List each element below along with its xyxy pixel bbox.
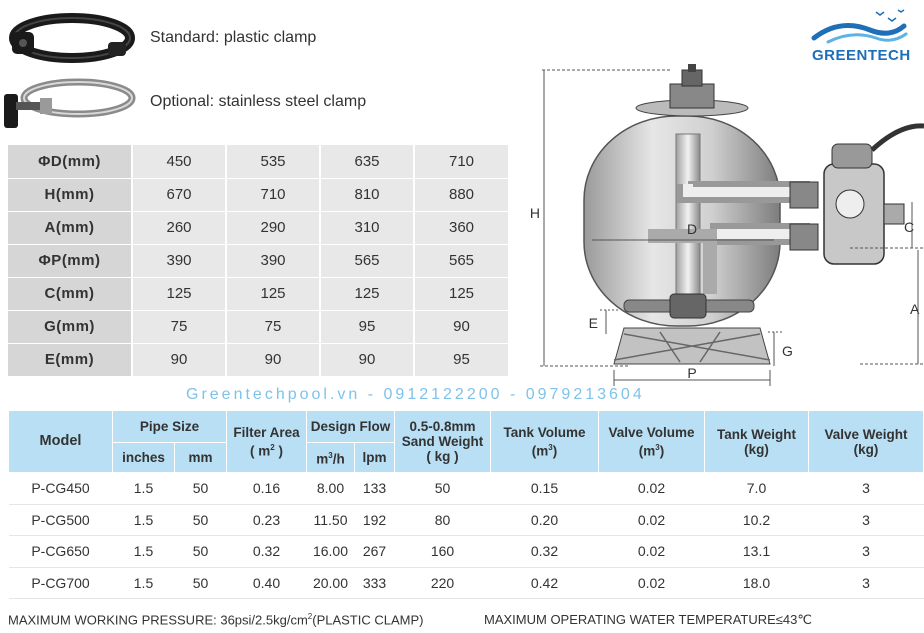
table-cell: 50 — [175, 536, 227, 568]
header-valve-weight: Valve Weight (kg) — [809, 411, 924, 473]
table-cell: 50 — [175, 473, 227, 505]
table-cell: 1.5 — [113, 536, 175, 568]
table-cell: 3 — [809, 536, 924, 568]
dimension-value: 290 — [226, 211, 320, 244]
header-model: Model — [9, 411, 113, 473]
dimension-row — [8, 277, 508, 310]
header-m3h: $m^3/h$ — [307, 443, 355, 473]
dimension-value: 810 — [320, 178, 414, 211]
plastic-clamp-image — [0, 8, 140, 68]
dimension-label-p: P — [687, 365, 697, 381]
dimension-value: 90 — [226, 343, 320, 376]
table-cell: 333 — [355, 567, 395, 599]
table-row — [9, 504, 924, 536]
dimensions-table — [8, 145, 508, 377]
table-cell: 3 — [809, 567, 924, 599]
table-cell: 3 — [809, 473, 924, 505]
table-cell: 0.23 — [227, 504, 307, 536]
dimension-value: 125 — [226, 277, 320, 310]
header-filter-area: Filter Area ( $m^2$ ) — [227, 411, 307, 473]
dimension-label: G(mm) — [8, 310, 132, 343]
table-cell: P-CG650 — [9, 536, 113, 568]
spec-table — [8, 410, 924, 599]
table-cell: 50 — [395, 473, 491, 505]
header-tank-volume: Tank Volume $(m^3)$ — [491, 411, 599, 473]
header-mm: mm — [175, 443, 227, 473]
table-cell: 1.5 — [113, 504, 175, 536]
dimension-value: 880 — [414, 178, 508, 211]
table-cell: 16.00 — [307, 536, 355, 568]
dimension-value: 670 — [132, 178, 226, 211]
table-row — [9, 567, 924, 599]
dimension-label: A(mm) — [8, 211, 132, 244]
table-cell: 13.1 — [705, 536, 809, 568]
steel-clamp-image — [0, 72, 140, 132]
dimension-value: 90 — [320, 343, 414, 376]
dimension-value: 125 — [414, 277, 508, 310]
table-row — [9, 473, 924, 505]
dimension-value: 125 — [132, 277, 226, 310]
table-cell: 0.02 — [599, 504, 705, 536]
table-cell: 0.02 — [599, 567, 705, 599]
dimension-label-d: D — [686, 221, 698, 237]
standard-clamp-label: Standard: plastic clamp — [150, 29, 317, 46]
table-cell: 1.5 — [113, 473, 175, 505]
dimension-value: 710 — [414, 145, 508, 178]
max-temperature-note: MAXIMUM OPERATING WATER TEMPERATURE≤43℃ — [484, 612, 812, 627]
table-cell: 50 — [175, 567, 227, 599]
dimension-value: 450 — [132, 145, 226, 178]
dimension-label: ΦD(mm) — [8, 145, 132, 178]
table-cell: P-CG700 — [9, 567, 113, 599]
table-cell: 11.50 — [307, 504, 355, 536]
table-cell: 10.2 — [705, 504, 809, 536]
table-row — [9, 536, 924, 568]
table-cell: 0.42 — [491, 567, 599, 599]
dimension-row — [8, 211, 508, 244]
dimension-value: 710 — [226, 178, 320, 211]
dimension-row — [8, 310, 508, 343]
sand-filter-diagram — [520, 64, 924, 390]
dimension-label: ΦP(mm) — [8, 244, 132, 277]
dimension-value: 75 — [226, 310, 320, 343]
table-cell: 0.20 — [491, 504, 599, 536]
header-inches: inches — [113, 443, 175, 473]
header-valve-volume: Valve Volume $(m^3)$ — [599, 411, 705, 473]
table-cell: 192 — [355, 504, 395, 536]
optional-clamp-row — [0, 72, 366, 132]
dimension-value: 360 — [414, 211, 508, 244]
dimension-value: 390 — [226, 244, 320, 277]
table-cell: 7.0 — [705, 473, 809, 505]
table-cell: 0.32 — [491, 536, 599, 568]
table-cell: P-CG500 — [9, 504, 113, 536]
table-cell: 0.32 — [227, 536, 307, 568]
watermark-text: Greentechpool.vn - 0912122200 - 0979213604 — [186, 386, 645, 403]
dimension-row — [8, 178, 508, 211]
dimension-label-e: E — [588, 315, 598, 331]
header-tank-weight: Tank Weight (kg) — [705, 411, 809, 473]
max-pressure-note: MAXIMUM WORKING PRESSURE: $36psi/2.5kg/cm^2(PLASTIC$ CLAMP) — [8, 612, 424, 628]
dimension-row — [8, 244, 508, 277]
table-cell: 1.5 — [113, 567, 175, 599]
table-cell: 20.00 — [307, 567, 355, 599]
table-cell: 80 — [395, 504, 491, 536]
dimension-label-c: C — [904, 219, 915, 235]
header-lpm: lpm — [355, 443, 395, 473]
dimension-value: 125 — [320, 277, 414, 310]
dimension-value: 75 — [132, 310, 226, 343]
dimension-value: 90 — [132, 343, 226, 376]
table-cell: 267 — [355, 536, 395, 568]
dimension-value: 260 — [132, 211, 226, 244]
dimension-label-g: G — [782, 343, 793, 359]
table-cell: 133 — [355, 473, 395, 505]
dimension-value: 565 — [320, 244, 414, 277]
dimension-row — [8, 145, 508, 178]
dimension-label: H(mm) — [8, 178, 132, 211]
table-cell: 8.00 — [307, 473, 355, 505]
table-cell: 0.16 — [227, 473, 307, 505]
header-sand-weight: 0.5-0.8mm Sand Weight ( kg ) — [395, 411, 491, 473]
header-pipe-size: Pipe Size — [113, 411, 227, 443]
table-cell: 18.0 — [705, 567, 809, 599]
dimension-label: E(mm) — [8, 343, 132, 376]
dimension-value: 635 — [320, 145, 414, 178]
table-cell: 0.02 — [599, 536, 705, 568]
dimension-value: 390 — [132, 244, 226, 277]
dimension-value: 95 — [320, 310, 414, 343]
table-cell: 3 — [809, 504, 924, 536]
header-design-flow: Design Flow — [307, 411, 395, 443]
table-cell: 220 — [395, 567, 491, 599]
table-cell: 160 — [395, 536, 491, 568]
table-cell: P-CG450 — [9, 473, 113, 505]
standard-clamp-row — [0, 8, 316, 68]
table-cell: 50 — [175, 504, 227, 536]
dimension-label-h: H — [529, 205, 540, 221]
table-cell: 0.40 — [227, 567, 307, 599]
dimension-value: 565 — [414, 244, 508, 277]
table-cell: 0.02 — [599, 473, 705, 505]
dimension-value: 535 — [226, 145, 320, 178]
dimension-row — [8, 343, 508, 376]
table-cell: 0.15 — [491, 473, 599, 505]
dimension-value: 310 — [320, 211, 414, 244]
logo-text: GREENTECH — [812, 47, 911, 64]
dimension-value: 95 — [414, 343, 508, 376]
optional-clamp-label: Optional: stainless steel clamp — [150, 93, 367, 110]
dimension-label-a: A — [910, 301, 920, 317]
dimension-label: C(mm) — [8, 277, 132, 310]
dimension-value: 90 — [414, 310, 508, 343]
